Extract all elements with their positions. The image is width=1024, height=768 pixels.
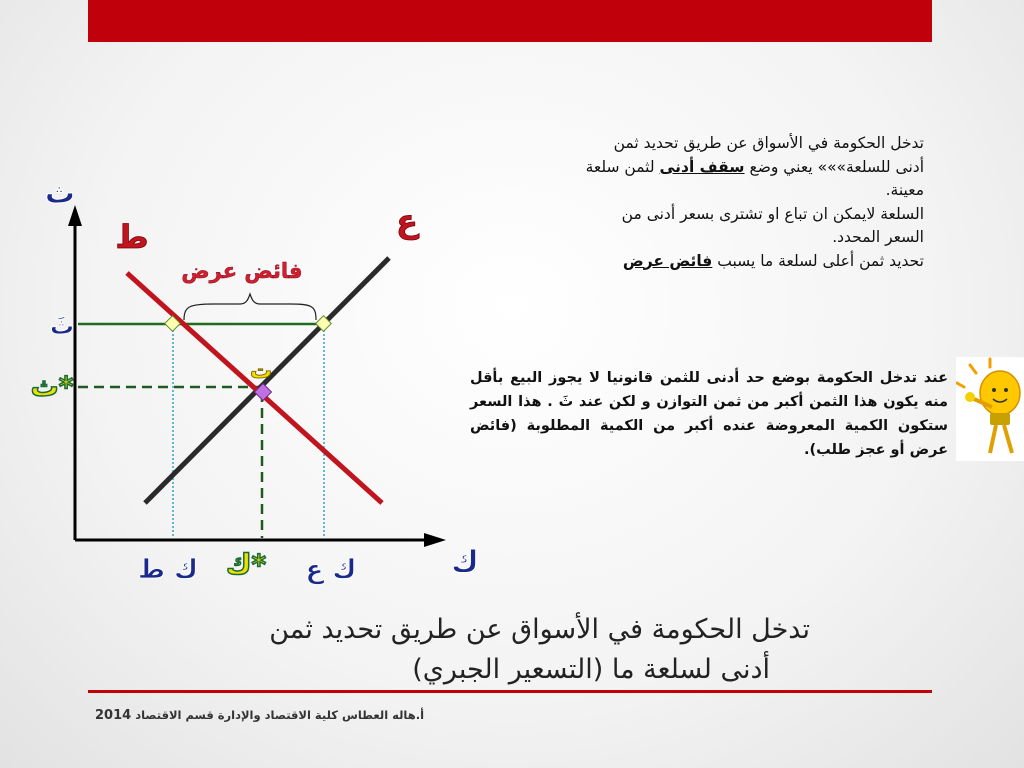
demand-label: ط <box>115 218 149 256</box>
slide-title <box>90 610 810 690</box>
supply-label: ع <box>396 202 418 240</box>
title-line-1: تدخل الحكومة في الأسواق عن طريق تحديد ثمن <box>269 614 810 645</box>
floor-term: سقف أدنى <box>659 157 745 176</box>
equilibrium-point-label: ت <box>249 359 273 384</box>
surplus-label: فائض عرض <box>181 259 303 283</box>
intro-line-6: تحديد ثمن أعلى لسلعة ما يسبب فائض عرض <box>622 251 924 270</box>
equilibrium-price-label: ث* <box>30 370 74 403</box>
qe-label: ك* <box>225 548 267 581</box>
price-floor-label: ثَ <box>49 312 75 340</box>
intro-line-4: السلعة لايمكن ان تباع او تشترى بسعر أدنى من <box>621 204 924 223</box>
x-axis-label: ك <box>451 545 479 580</box>
x-axis-arrow-icon <box>424 533 446 547</box>
intro-line-2: أدنى للسلعة»»» يعني وضع سقف أدنى لثمن سلعة <box>585 157 924 176</box>
qs-label: ك ع <box>305 555 357 585</box>
explanation-paragraph: عند تدخل الحكومة بوضع حد أدنى للثمن قانونيا لا يجوز البيع بأقل منه يكون هذا الثمن أكبر من ثمن التوازن و لكن عند ثَ . هذا السعر ستكون الكمية المعروضة عنده أكبر من الكمية المطلوبة (فائض عرض أو عجز طلب). <box>470 370 948 458</box>
intro-line-5: السعر المحدد. <box>832 228 924 246</box>
footer <box>95 708 515 723</box>
surplus-brace <box>184 294 316 320</box>
footer-text: أ.هاله العطاس كلية الاقتصاد والإدارة قسم الاقتصاد <box>135 708 425 722</box>
surplus-term: فائض عرض <box>622 251 713 270</box>
qd-label: ك ط <box>138 555 198 585</box>
bottom-accent-line <box>88 690 932 693</box>
intro-line-3: معينة. <box>885 181 924 199</box>
y-axis-label: ث <box>44 176 76 211</box>
footer-year: 2014 <box>95 708 132 723</box>
intro-line-1: تدخل الحكومة في الأسواق عن طريق تحديد ثمن <box>613 134 924 152</box>
title-line-2: أدنى لسلعة ما (التسعير الجبري) <box>412 654 770 685</box>
